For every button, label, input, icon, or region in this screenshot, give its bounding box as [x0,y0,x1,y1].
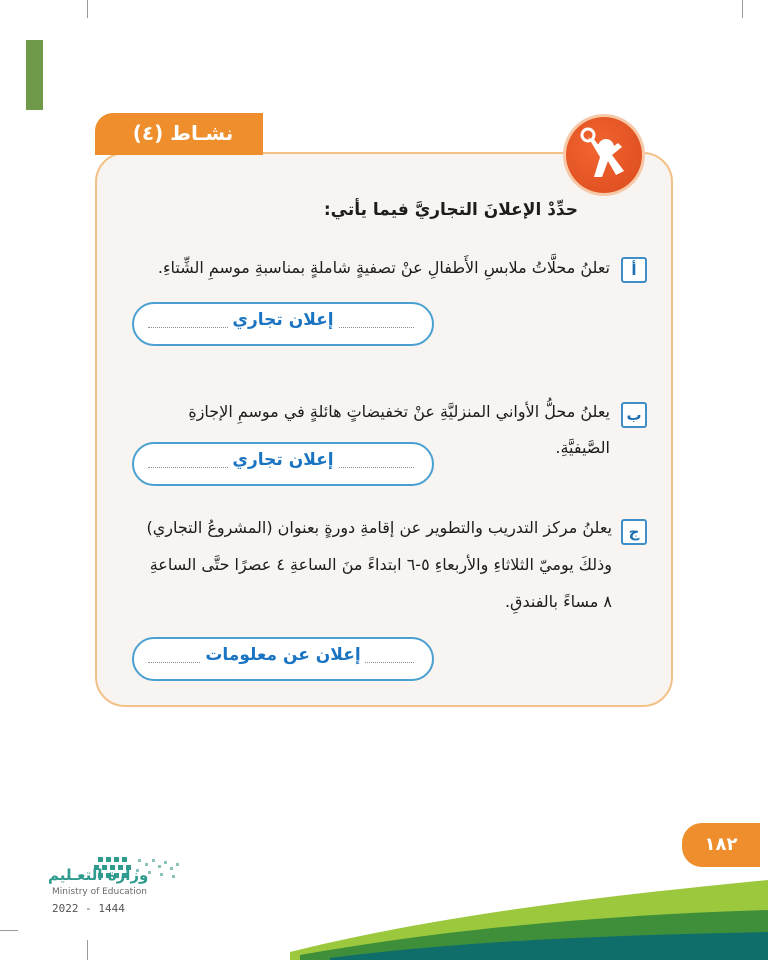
answer-field-a[interactable] [132,302,434,346]
activity-instruction: حدِّدْ الإعلانَ التجاريَّ فيما يأتي: [323,200,578,220]
item-letter-b: ب [621,402,647,428]
answer-text-a: إعلان تجاري [134,310,432,330]
item-letter-c: ج [621,519,647,545]
answer-text-c: إعلان عن معلومات [134,645,432,665]
crop-mark [742,0,743,18]
item-letter-a: أ [621,257,647,283]
page-number: ١٨٢ [682,823,760,867]
answer-field-b[interactable] [132,442,434,486]
ministry-name-ar: وزارة التعـليم [48,866,149,884]
item-text-c-line1: يعلنُ مركز التدريب والتطوير عن إقامةِ دورةٍ بعنوان (المشروعُ التجاري) [146,518,612,537]
item-text-c-line2: وذلكَ يوميّ الثلاثاءِ والأربعاءِ ٥-٦ ابتداءً منَ الساعةِ ٤ عصرًا حتَّى الساعةِ [149,555,612,574]
item-text-b: يعلنُ محلُّ الأواني المنزليَّةِ عنْ تخفيضاتٍ هائلةٍ في موسمِ الإجازةِ الصَّيفيَّةِ. [188,402,610,457]
decorative-swoosh [0,860,768,960]
edition-year: 2022 - 1444 [52,902,125,915]
activity-title: نشـاط (٤) [132,121,234,145]
ministry-name-en: Ministry of Education [52,887,147,897]
item-text-c-line3: ٨ مساءً بالفندقِ. [504,592,612,611]
answer-text-b: إعلان تجاري [134,450,432,470]
crop-mark [87,0,88,18]
child-activity-icon [566,117,642,193]
item-text-a: تعلنُ محلَّاتُ ملابسِ الأَطفالِ عنْ تصفيةٍ شاملةٍ بمناسبةِ موسمِ الشِّتاءِ. [157,258,610,277]
answer-field-c[interactable] [132,637,434,681]
chapter-tab [26,40,43,110]
